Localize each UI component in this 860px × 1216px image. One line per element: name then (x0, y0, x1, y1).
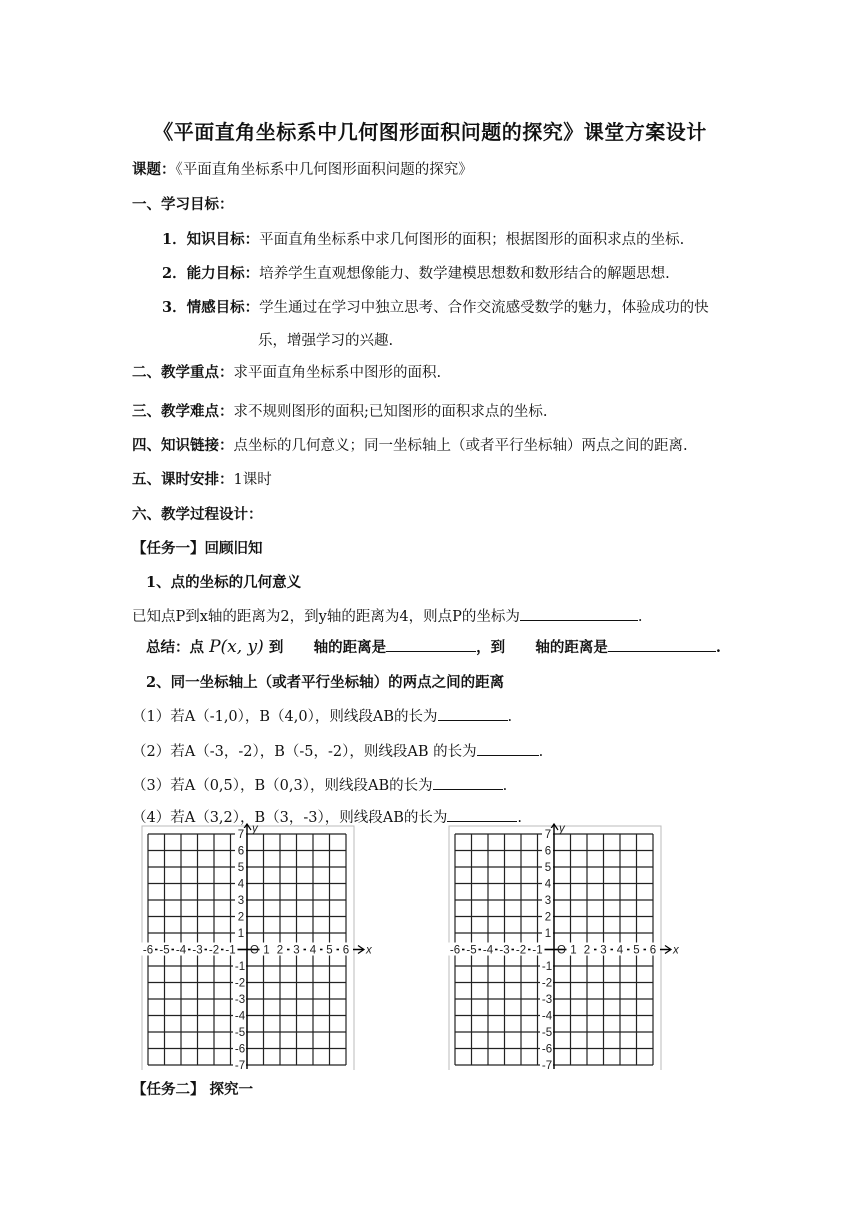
task1-subheading-1: 1、点的坐标的几何意义 (146, 574, 302, 591)
section-text: 求平面直角坐标系中图形的面积. (233, 365, 442, 381)
coordinate-grid-svg (447, 820, 687, 1070)
x-tick-label: -5 (466, 944, 477, 957)
y-tick-label: 2 (544, 911, 552, 924)
y-axis-label: y (252, 823, 258, 835)
item-text: （1）若A（-1,0），B（4,0），则线段AB的长为 (132, 709, 438, 725)
section-label: 二、教学重点： (132, 364, 234, 381)
question-end: . (637, 609, 643, 625)
goal-label: 2．能力目标： (162, 265, 260, 282)
y-tick-label: -1 (234, 961, 246, 973)
section-text: 1课时 (233, 472, 272, 488)
x-tick-label: 4 (309, 944, 317, 957)
origin-label: O (250, 944, 259, 957)
x-axis-label: x (673, 944, 679, 957)
task1-item-2 (132, 740, 543, 761)
goal-label: 3．情感目标： (162, 299, 260, 316)
task1-item-3 (132, 774, 507, 795)
section-goals-heading: 一、学习目标： (132, 196, 234, 213)
task1-summary (146, 636, 721, 657)
summary-part-c: ，到 轴的距离是 (476, 639, 608, 656)
y-tick-label: -5 (234, 1027, 246, 1039)
y-tick-label: 2 (237, 911, 245, 924)
item-end: . (507, 709, 513, 725)
x-tick-label: -2 (515, 944, 527, 957)
y-tick-label: -5 (541, 1027, 553, 1039)
section-key-points (132, 361, 441, 382)
grid-frame (449, 826, 661, 1070)
answer-blank[interactable] (386, 637, 476, 652)
summary-part-b: 到 轴的距离是 (268, 639, 387, 656)
y-tick-label: 4 (237, 878, 245, 891)
coordinate-grid-svg (140, 820, 380, 1070)
goal-knowledge (162, 228, 684, 249)
goal-emotion-continued: 乐，增强学习的兴趣. (258, 333, 394, 349)
x-tick-label: -4 (175, 944, 187, 957)
goal-text: 平面直角坐标系中求几何图形的面积；根据图形的面积求点的坐标. (259, 232, 685, 248)
item-end: . (517, 810, 522, 826)
x-tick-label: 2 (583, 944, 591, 957)
task1-item-1 (132, 705, 512, 726)
topic-label: 课题： (132, 161, 176, 178)
answer-blank[interactable] (477, 741, 539, 756)
goal-ability (162, 262, 670, 283)
x-tick-label: -5 (159, 944, 170, 957)
x-tick-label: -4 (482, 944, 494, 957)
origin-label: O (557, 944, 566, 957)
x-tick-label: -3 (192, 944, 203, 957)
x-tick-label: 4 (616, 944, 624, 957)
answer-blank[interactable] (433, 775, 503, 790)
y-tick-label: 6 (544, 845, 552, 858)
y-tick-label: -3 (541, 994, 553, 1006)
item-text: （4）若A（3,2），B（3，-3），则线段AB的长为 (132, 810, 448, 826)
y-tick-label: -3 (234, 994, 246, 1006)
section-label: 四、知识链接： (132, 437, 234, 454)
y-tick-label: 7 (237, 829, 245, 841)
x-tick-label: -1 (532, 944, 543, 957)
y-tick-label: -2 (234, 977, 246, 990)
goal-text: 学生通过在学习中独立思考、合作交流感受数学的魅力，体验成功的快 (259, 300, 709, 316)
item-end: . (502, 778, 508, 794)
section-text: 点坐标的几何意义；同一坐标轴上（或者平行坐标轴）两点之间的距离. (233, 438, 688, 454)
grid-frame (142, 826, 354, 1070)
section-knowledge-links (132, 434, 688, 455)
section-label: 三、教学难点： (132, 403, 234, 420)
item-text: （2）若A（-3，-2），B（-5，-2），则线段AB 的长为 (132, 744, 477, 760)
answer-blank[interactable] (438, 706, 508, 721)
task1-question-1 (132, 605, 642, 626)
question-text: 已知点P到x轴的距离为2，到y轴的距离为4，则点P的坐标为 (132, 609, 520, 625)
x-tick-label: 5 (326, 944, 333, 957)
x-tick-label: -2 (208, 944, 220, 957)
y-tick-label: -7 (541, 1060, 553, 1070)
x-tick-label: -3 (499, 944, 510, 957)
task1-subheading-2: 2、同一坐标轴上（或者平行坐标轴）的两点之间的距离 (146, 674, 505, 691)
y-tick-label: 1 (237, 928, 245, 940)
point-formula: P(x, y) (209, 637, 264, 657)
summary-prefix: 总结：点 (146, 639, 204, 656)
x-tick-label: -1 (225, 944, 236, 957)
y-tick-label: 7 (544, 829, 552, 841)
y-tick-label: -2 (541, 977, 553, 990)
goal-label: 1．知识目标： (162, 231, 260, 248)
item-end: . (538, 744, 544, 760)
topic-line (132, 158, 473, 179)
section-text: 求不规则图形的面积;已知图形的面积求点的坐标. (233, 404, 548, 420)
x-tick-label: 1 (570, 944, 577, 957)
coordinate-grid-left (140, 820, 380, 1070)
y-tick-label: -4 (234, 1010, 246, 1023)
x-tick-label: -6 (142, 944, 154, 957)
y-tick-label: -6 (541, 1043, 553, 1056)
x-tick-label: 2 (276, 944, 284, 957)
summary-end: . (715, 639, 721, 656)
x-tick-label: 1 (263, 944, 270, 957)
y-tick-label: 3 (544, 895, 552, 907)
y-tick-label: -6 (234, 1043, 246, 1056)
y-tick-label: 6 (237, 845, 245, 858)
section-label: 五、课时安排： (132, 471, 234, 488)
y-tick-label: -1 (541, 961, 553, 973)
task2-heading: 【任务二】 探究一 (132, 1081, 254, 1098)
page-title: 《平面直角坐标系中几何图形面积问题的探究》课堂方案设计 (153, 120, 707, 144)
answer-blank[interactable] (608, 637, 716, 652)
y-tick-label: 4 (544, 878, 552, 891)
x-tick-label: 3 (600, 944, 607, 957)
x-axis-label: x (366, 944, 372, 957)
x-tick-label: -6 (449, 944, 461, 957)
y-tick-label: 5 (237, 862, 245, 874)
item-text: （3）若A（0,5），B（0,3），则线段AB的长为 (132, 778, 433, 794)
y-tick-label: -4 (541, 1010, 553, 1023)
x-tick-label: 5 (633, 944, 640, 957)
x-tick-label: 6 (649, 944, 657, 957)
section-schedule (132, 468, 272, 489)
y-tick-label: 1 (544, 928, 552, 940)
goal-text: 培养学生直观想像能力、数学建模思想数和数形结合的解题思想. (259, 266, 670, 282)
x-tick-label: 3 (293, 944, 300, 957)
y-axis-label: y (559, 823, 565, 835)
task1-heading: 【任务一】回顾旧知 (132, 540, 263, 557)
y-tick-label: 3 (237, 895, 245, 907)
goal-emotion (162, 296, 709, 317)
y-tick-label: -7 (234, 1060, 246, 1070)
section-difficulties (132, 400, 548, 421)
coordinate-grid-right (447, 820, 687, 1070)
x-tick-label: 6 (342, 944, 350, 957)
y-tick-label: 5 (544, 862, 552, 874)
section-process-heading: 六、教学过程设计： (132, 506, 263, 523)
answer-blank[interactable] (520, 606, 638, 621)
topic-text: 《平面直角坐标系中几何图形面积问题的探究》 (175, 162, 473, 178)
